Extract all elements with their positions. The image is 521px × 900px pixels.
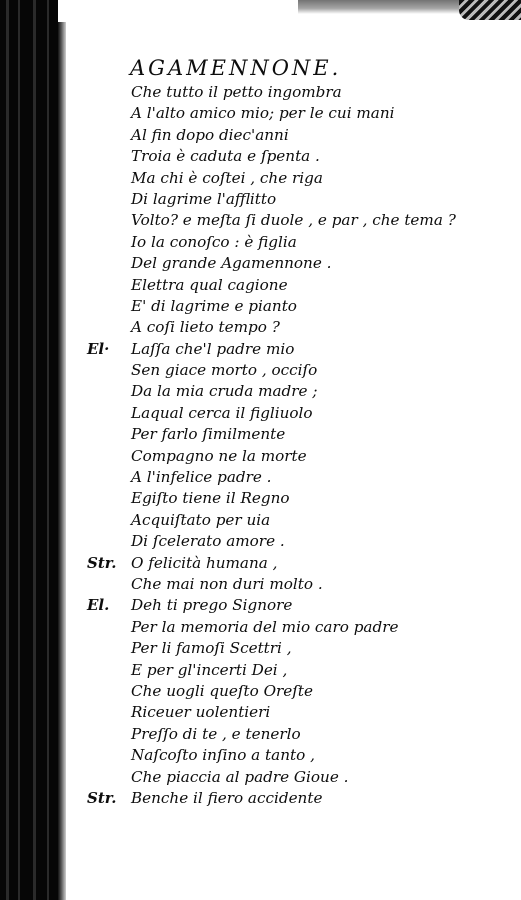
verse-line <box>0 638 521 659</box>
verse-line <box>0 574 521 595</box>
verse-line <box>0 531 521 552</box>
verse-line <box>0 125 521 146</box>
verse-text: O felicità humana , <box>131 553 278 572</box>
verse-text: Naſcoſto inſino a tanto , <box>131 746 315 765</box>
verse-text: A coſi lieto tempo ? <box>131 318 280 337</box>
verse-line <box>0 168 521 189</box>
running-heading: AGAMENNONE. <box>130 56 342 80</box>
verse-text: Egiſto tiene il Regno <box>131 489 290 508</box>
verse-line <box>0 681 521 702</box>
page-top-edge <box>58 0 521 22</box>
verse-line <box>0 446 521 467</box>
verse-text: Del grande Agamennone . <box>131 254 332 273</box>
verse-line <box>0 296 521 317</box>
verse-line <box>0 745 521 766</box>
verse-line <box>0 210 521 231</box>
verse-text: Compagno ne la morte <box>131 446 307 465</box>
verse-line <box>0 360 521 381</box>
verse-text: A l'alto amico mio; per le cui mani <box>131 104 395 123</box>
verse-text: A l'infelice padre . <box>131 468 272 487</box>
speaker-label: El· <box>87 339 110 358</box>
verse-text: Per la memoria del mio caro padre <box>131 617 399 636</box>
verse-line <box>0 339 521 360</box>
verse-line <box>0 146 521 167</box>
verse-text: Troia è caduta e ſpenta . <box>131 147 320 166</box>
verse-text: Deh ti prego Signore <box>131 596 293 615</box>
verse-text: Benche il fiero accidente <box>131 788 323 807</box>
verse-text: Che mai non duri molto . <box>131 574 323 593</box>
verse-line <box>0 232 521 253</box>
verse-line <box>0 424 521 445</box>
verse-line <box>0 82 521 103</box>
verse-text: Preſſo di te , e tenerlo <box>131 724 301 743</box>
verse-text: Acquiſtato per uia <box>131 510 271 529</box>
verse-line <box>0 660 521 681</box>
verse-text: Elettra qual cagione <box>131 275 288 294</box>
speaker-label: Str. <box>87 788 117 807</box>
verse-line <box>0 403 521 424</box>
verse-line <box>0 510 521 531</box>
verse-line <box>0 553 521 574</box>
verse-text: Sen giace morto , occiſo <box>131 361 318 380</box>
verse-text: Di lagrime l'afflitto <box>131 189 277 208</box>
verse-text: Al fin dopo diec'anni <box>131 125 289 144</box>
verse-line <box>0 381 521 402</box>
verse-text: Laſſa che'l padre mio <box>131 339 295 358</box>
verse-line <box>0 467 521 488</box>
verse-line <box>0 788 521 809</box>
speaker-label: Str. <box>87 553 117 572</box>
verse-text: Che uogli queſto Oreſte <box>131 681 314 700</box>
verse-line <box>0 253 521 274</box>
verse-text: Volto? e meſta ſi duole , e par , che tema ? <box>131 211 456 230</box>
verse-text: Per li famoſi Scettri , <box>131 639 292 658</box>
top-corner-ornament <box>459 0 521 20</box>
verse-line <box>0 275 521 296</box>
verse-text: Che piaccia al padre Gioue . <box>131 767 349 786</box>
speaker-label: El. <box>87 596 110 615</box>
verse-text-block <box>0 82 521 809</box>
verse-line <box>0 103 521 124</box>
verse-line <box>0 702 521 723</box>
verse-text: Che tutto il petto ingombra <box>131 83 342 101</box>
verse-line <box>0 767 521 788</box>
verse-line <box>0 724 521 745</box>
verse-line <box>0 617 521 638</box>
verse-text: Ma chi è coſtei , che riga <box>131 168 323 187</box>
verse-text: E per gl'incerti Dei , <box>131 660 288 679</box>
verse-text: Di ſcelerato amore . <box>131 532 285 551</box>
verse-text: Riceuer uolentieri <box>131 703 271 722</box>
verse-text: Laqual cerca il figliuolo <box>131 403 313 422</box>
verse-line <box>0 488 521 509</box>
verse-text: Da la mia cruda madre ; <box>131 382 318 401</box>
verse-line <box>0 595 521 616</box>
verse-text: E' di lagrime e pianto <box>131 296 297 315</box>
verse-text: Per farlo ſimilmente <box>131 425 286 444</box>
verse-line <box>0 317 521 338</box>
verse-text: Io la conoſco : è figlia <box>131 232 297 251</box>
verse-line <box>0 189 521 210</box>
